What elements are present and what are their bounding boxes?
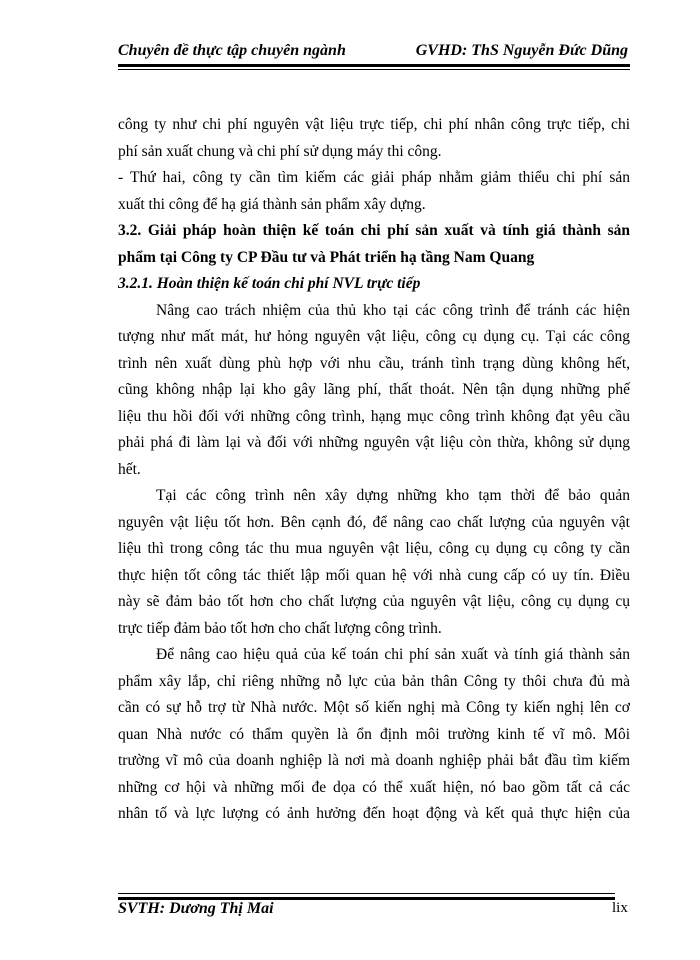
paragraph-line: nhân tố và lực lượng có ảnh hưởng đến hoạt động và kết quả thực hiện của [118,805,630,822]
paragraph-line: - Thứ hai, công ty cần tìm kiếm các giải pháp nhằm giảm thiểu chi phí sản [118,169,630,186]
paragraph-line: phí sản xuất chung và chi phí sử dụng máy thi công. [118,142,442,160]
paragraph-line: Để nâng cao hiệu quả của kế toán chi phí sản xuất và tính giá thành sản [156,646,630,663]
section-heading: phẩm tại Công ty CP Đầu tư và Phát triển hạ tầng Nam Quang [118,248,535,266]
paragraph-line: này sẽ đảm bảo tốt hơn cho chất lượng của nguyên vật liệu, công cụ dụng cụ [118,593,630,610]
paragraph-line: quan Nhà nước có thẩm quyền là ổn định môi trường kinh tế vĩ mô. Môi [118,725,630,743]
section-heading: 3.2. Giải pháp hoàn thiện kế toán chi phí sản xuất và tính giá thành sản [118,222,630,239]
page-header [118,38,630,64]
paragraph-line: phải phá đi làm lại và đối với những nguyên vật liệu còn thừa, không sử dụng [118,434,630,451]
header-rule-thin [118,69,630,70]
paragraph-line: xuất thi công để hạ giá thành sản phẩm xây dựng. [118,195,426,213]
subsection-heading: 3.2.1. Hoàn thiện kế toán chi phí NVL trực tiếp [118,275,421,292]
paragraph-line: trường vĩ mô của doanh nghiệp là nơi mà doanh nghiệp phải bắt đầu tìm kiếm [118,752,630,769]
document-body [118,112,630,828]
footer-author: SVTH: Dương Thị Mai [118,900,274,917]
paragraph-line: Nâng cao trách nhiệm của thủ kho tại các công trình để tránh các hiện [156,301,630,319]
footer-rule-thin [118,893,615,894]
paragraph-line: cần có sự hỗ trợ từ Nhà nước. Một số kiến nghị mà Công ty kiến nghị lên cơ [118,699,630,716]
paragraph-line: cũng không nhập lại kho gây lãng phí, thất thoát. Nên tận dụng những phế [118,381,630,398]
paragraph-line: những cơ hội và những mối đe dọa có thể xuất hiện, nó bao gồm tất cả các [118,778,630,796]
page-number: lix [612,900,628,916]
paragraph-line: thực hiện tốt công tác thiết lập mối quan hệ với nhà cung cấp có uy tín. Điều [118,566,630,584]
paragraph-line: hết. [118,460,141,478]
paragraph-line: trực tiếp đảm bảo tốt hơn cho chất lượng công trình. [118,619,442,637]
paragraph-line: liệu thì trong công tác thu mua nguyên vật liệu, công cụ dụng cụ công ty cần [118,540,630,557]
paragraph-line: liệu thu hồi đối với những công trình, hạng mục công trình không đạt yêu cầu [118,407,630,425]
paragraph-line: công ty như chi phí nguyên vật liệu trực tiếp, chi phí nhân công trực tiếp, chi [118,116,630,133]
paragraph-line: Tại các công trình nên xây dựng những kho tạm thời để bảo quản [156,487,630,504]
paragraph-line: tượng như mất mát, hư hỏng nguyên vật liệu, công cụ dụng cụ. Tại các công [118,328,630,345]
paragraph-line: trình nên xuất dùng phù hợp với nhu cầu, tránh tình trạng dùng không hết, [118,354,630,372]
paragraph-line: nguyên vật liệu tốt hơn. Bên cạnh đó, để nâng cao chất lượng của nguyên vật [118,513,630,531]
paragraph-line: phẩm xây lắp, chỉ riêng những nỗ lực của bản thân Công ty thôi chưa đủ mà [118,672,630,690]
header-rule [118,64,630,67]
header-report-title: Chuyên đề thực tập chuyên ngành [118,42,346,59]
header-supervisor: GVHD: ThS Nguyễn Đức Dũng [415,42,628,59]
